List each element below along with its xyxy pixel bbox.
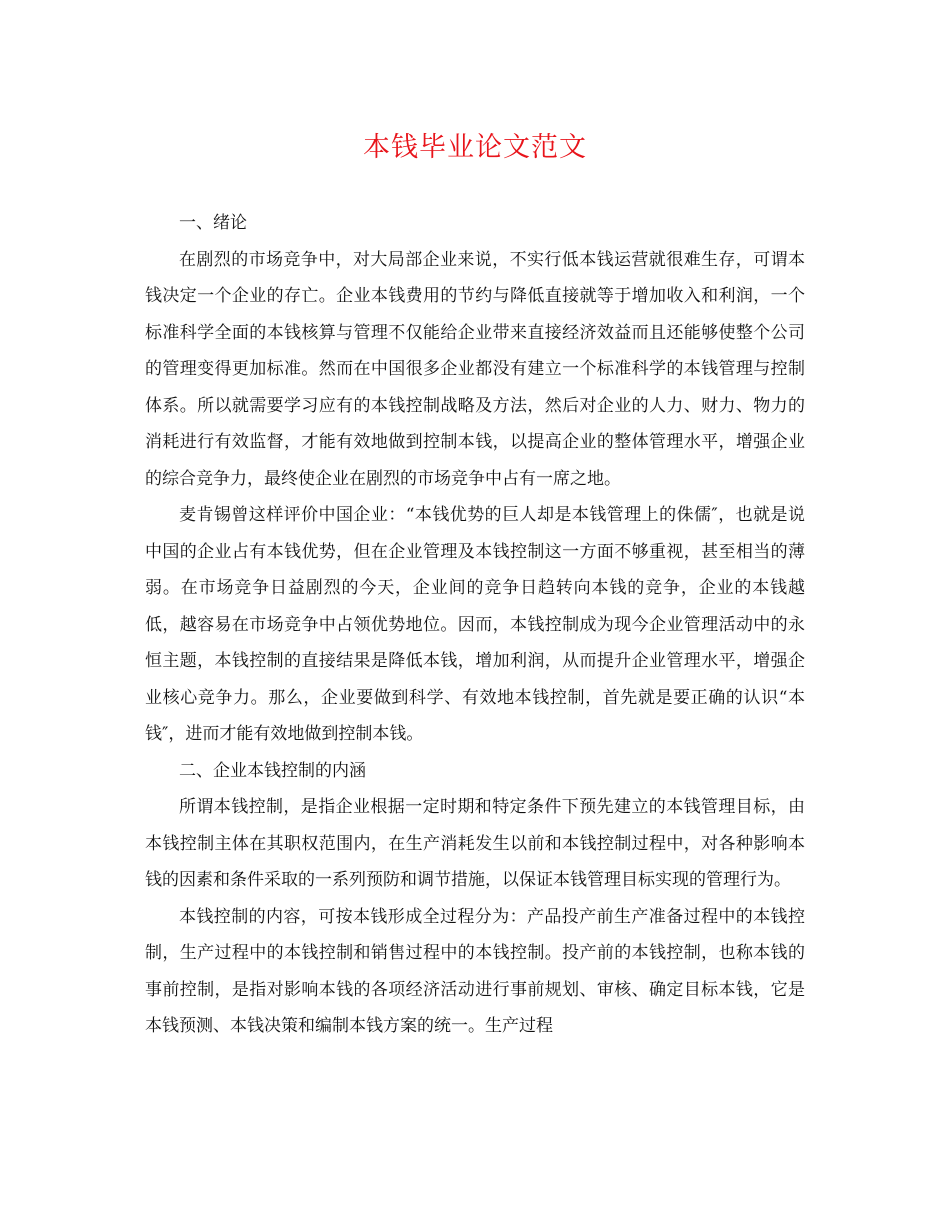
paragraph: 本钱控制的内容，可按本钱形成全过程分为：产品投产前生产准备过程中的本钱控制，生产过程中的本钱控制和销售过程中的本钱控制。投产前的本钱控制，也称本钱的事前控制，是指对影响本钱的各项经济活动进行事前规划、审核、确定目标本钱，它是本钱预测、本钱决策和编制本钱方案的统一。生产过程 bbox=[145, 906, 805, 1036]
document-body bbox=[145, 205, 805, 1045]
section-heading-cost-control-meaning: 二、企业本钱控制的内涵 bbox=[179, 760, 366, 781]
paragraph: 在剧烈的市场竞争中，对大局部企业来说，不实行低本钱运营就很难生存，可谓本钱决定一个企业的存亡。企业本钱费用的节约与降低直接就等于增加收入和利润，一个标准科学全面的本钱核算与管理不仅能给企业带来直接经济效益而且还能够使整个公司的管理变得更加标准。然而在中国很多企业都没有建立一个标准科学的本钱管理与控制体系。所以就需要学习应有的本钱控制战略及方法，然后对企业的人力、财力、物力的消耗进行有效监督，才能有效地做到控制本钱，以提高企业的整体管理水平，增强企业的综合竞争力，最终使企业在剧烈的市场竞争中占有一席之地。 bbox=[145, 249, 805, 489]
paragraph: 麦肯锡曾这样评价中国企业：“本钱优势的巨人却是本钱管理上的侏儒″，也就是说中国的企业占有本钱优势，但在企业管理及本钱控制这一方面不够重视，甚至相当的薄弱。在市场竞争日益剧烈的今天，企业间的竞争日趋转向本钱的竞争，企业的本钱越低，越容易在市场竞争中占领优势地位。因而，本钱控制成为现今企业管理活动中的永恒主题，本钱控制的直接结果是降低本钱，增加利润，从而提升企业管理水平，增强企业核心竞争力。那么，企业要做到科学、有效地本钱控制，首先就是要正确的认识“本钱″，进而才能有效地做到控制本钱。 bbox=[145, 505, 805, 744]
paragraph: 所谓本钱控制，是指企业根据一定时期和特定条件下预先建立的本钱管理目标，由本钱控制主体在其职权范围内，在生产消耗发生以前和本钱控制过程中，对各种影响本钱的因素和条件采取的一系列预防和调节措施，以保证本钱管理目标实现的管理行为。 bbox=[145, 797, 805, 890]
document-title: 本钱毕业论文范文 bbox=[363, 132, 587, 163]
section-heading-introduction: 一、绪论 bbox=[179, 213, 247, 233]
